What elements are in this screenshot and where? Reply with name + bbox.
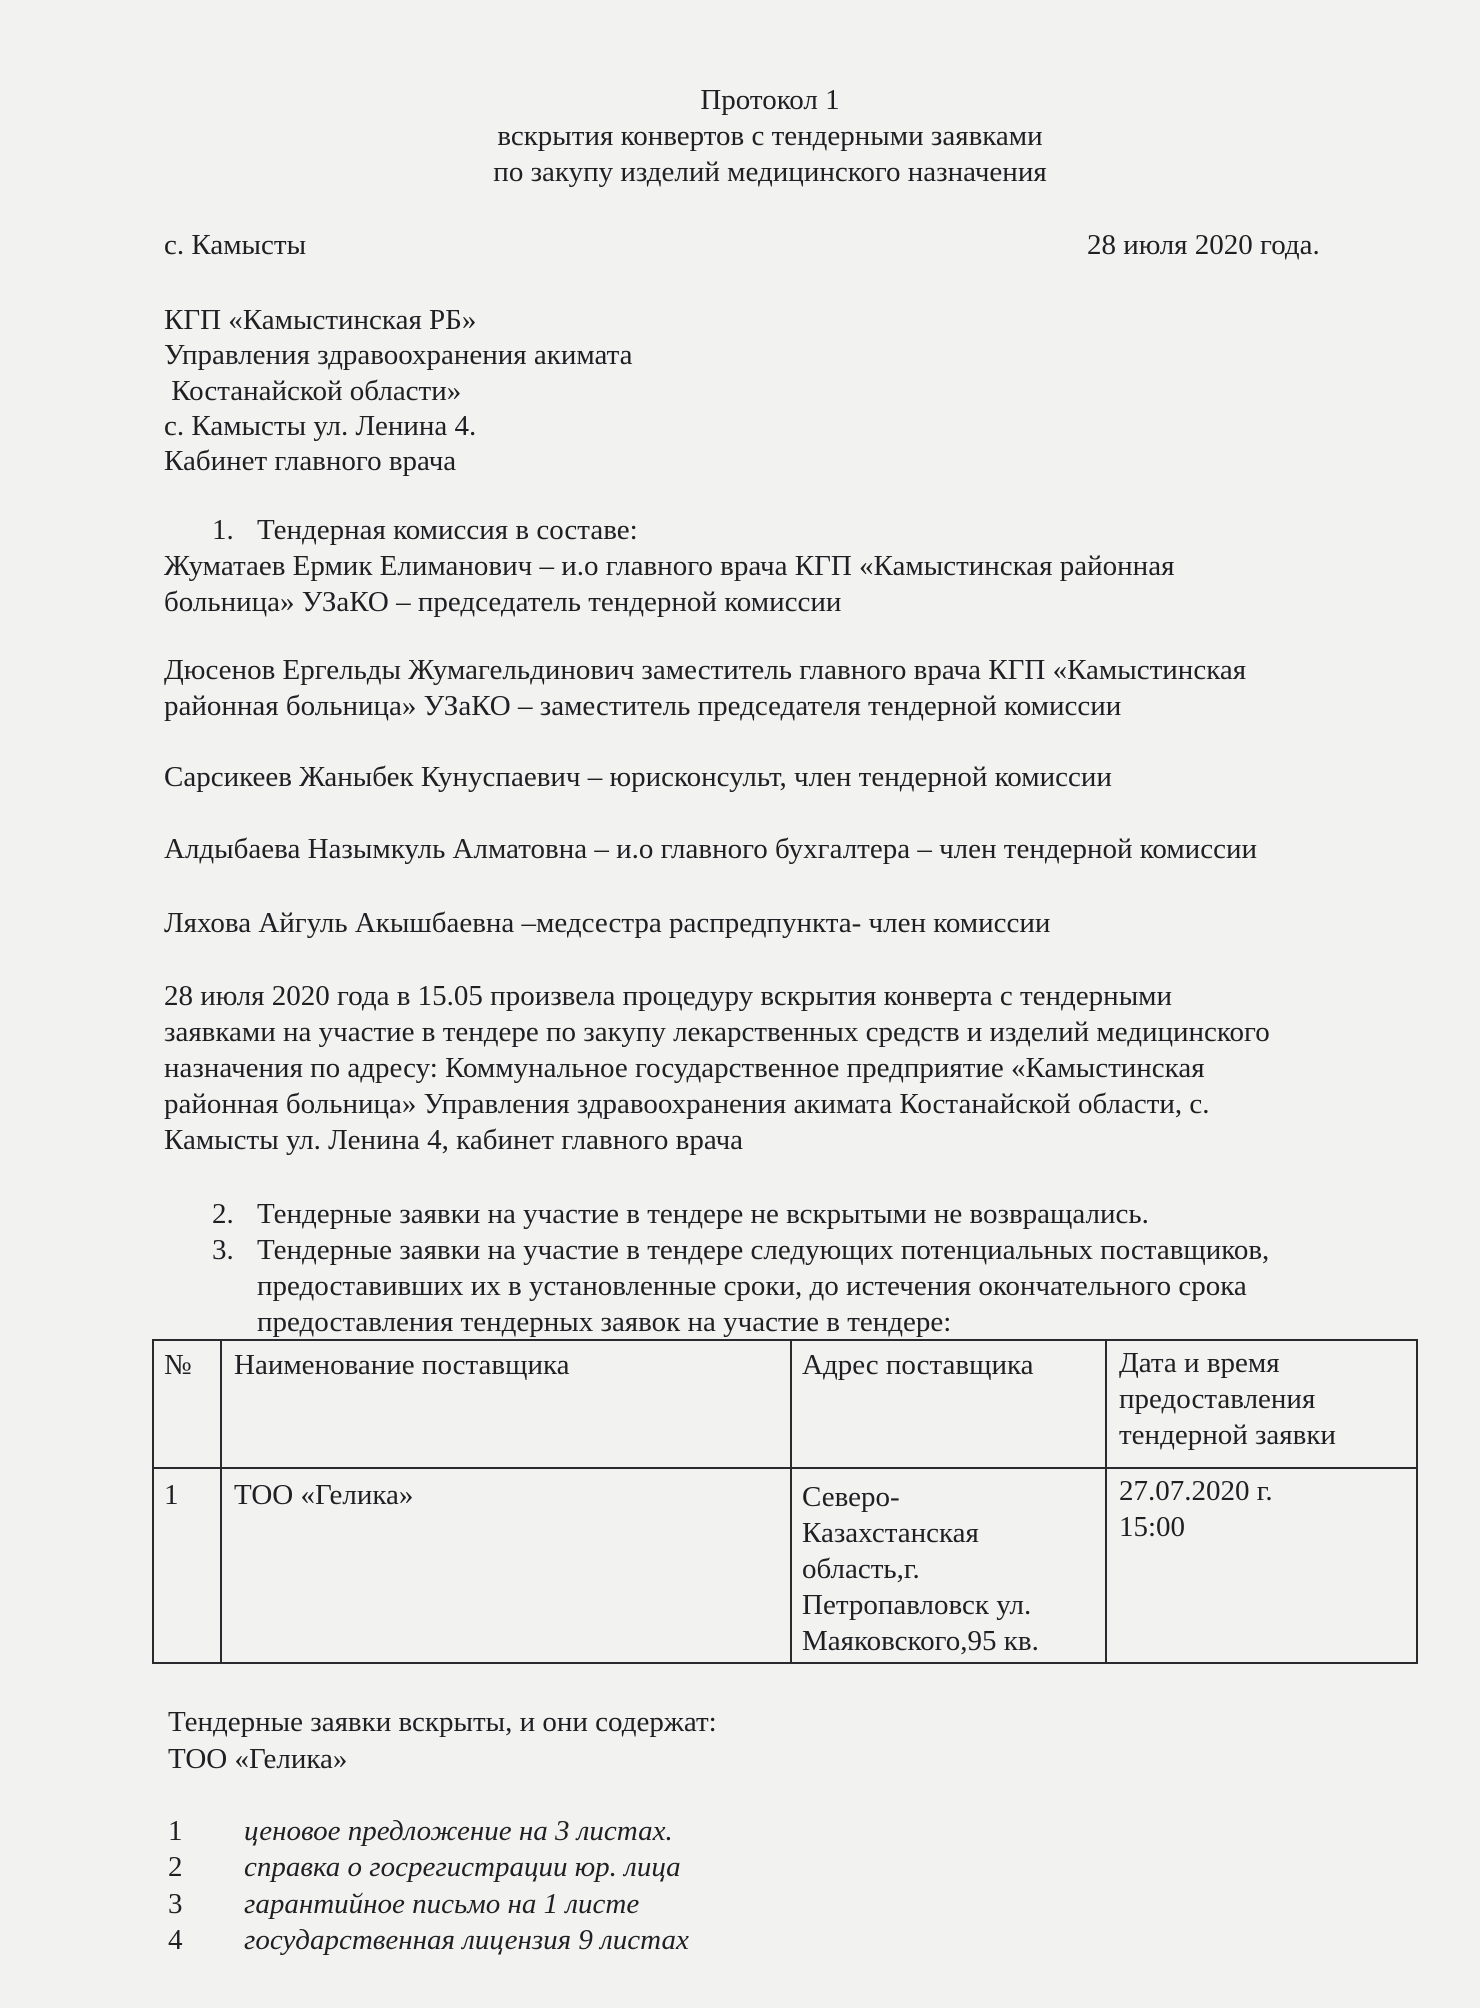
opened-heading: Тендерные заявки вскрыты, и они содержат:: [168, 1706, 717, 1738]
document-1-text: ценовое предложение на 3 листах.: [244, 1815, 673, 1847]
member-5: Ляхова Айгуль Акышбаевна –медсестра распредпункта- член комиссии: [164, 907, 1051, 939]
table-cell-address-line-5: Маяковского,95 кв.: [802, 1625, 1039, 1657]
procedure-line-4: районная больница» Управления здравоохранения акимата Костанайской области, с.: [164, 1088, 1210, 1120]
org-line-1: КГП «Камыстинская РБ»: [164, 304, 477, 336]
table-rule: [1105, 1339, 1107, 1664]
item-3-line-1: Тендерные заявки на участие в тендере следующих потенциальных поставщиков,: [257, 1234, 1270, 1266]
document-3-number: 3: [168, 1888, 183, 1920]
item-3-line-2: предоставивших их в установленные сроки, до истечения окончательного срока: [257, 1270, 1247, 1302]
table-header-number: №: [164, 1349, 192, 1381]
table-rule: [152, 1662, 1418, 1664]
table-cell-address-line-1: Северо-: [802, 1481, 900, 1513]
procedure-line-5: Камысты ул. Ленина 4, кабинет главного врача: [164, 1124, 744, 1156]
procedure-line-2: заявками на участие в тендере по закупу лекарственных средств и изделий медицинского: [164, 1016, 1270, 1048]
org-line-5: Кабинет главного врача: [164, 445, 457, 477]
suppliers-table: [152, 1339, 1418, 1664]
item-3-line-3: предоставления тендерных заявок на участие в тендере:: [257, 1306, 952, 1338]
doc-title: Протокол 1: [700, 84, 840, 116]
doc-subtitle-2: по закупу изделий медицинского назначения: [493, 156, 1047, 188]
member-2-line-1: Дюсенов Ергельды Жумагельдинович заместитель главного врача КГП «Камыстинская: [164, 654, 1247, 686]
table-rule: [152, 1339, 154, 1664]
member-3: Сарсикеев Жаныбек Кунуспаевич – юрисконсульт, член тендерной комиссии: [164, 761, 1112, 793]
document-4-number: 4: [168, 1924, 183, 1956]
member-4: Алдыбаева Назымкуль Алматовна – и.о главного бухгалтера – член тендерной комиссии: [164, 833, 1257, 865]
table-rule: [790, 1339, 792, 1664]
table-rule: [152, 1339, 1418, 1341]
table-cell-date-line-1: 27.07.2020 г.: [1119, 1475, 1273, 1507]
doc-subtitle-1: вскрытия конвертов с тендерными заявками: [497, 120, 1043, 152]
table-header-date-line-1: Дата и время: [1119, 1347, 1280, 1379]
table-rule: [152, 1467, 1418, 1469]
document-1-number: 1: [168, 1815, 183, 1847]
document-3-text: гарантийное письмо на 1 листе: [244, 1888, 640, 1920]
table-cell-number: 1: [164, 1479, 179, 1511]
item-2-text: Тендерные заявки на участие в тендере не вскрытыми не возвращались.: [257, 1198, 1149, 1230]
procedure-line-1: 28 июля 2020 года в 15.05 произвела процедуру вскрытия конверта с тендерными: [164, 980, 1173, 1012]
org-line-3: Костанайской области»: [164, 375, 462, 407]
table-cell-address-line-4: Петропавловск ул.: [802, 1589, 1032, 1621]
opened-supplier: ТОО «Гелика»: [168, 1743, 348, 1775]
document-2-number: 2: [168, 1851, 183, 1883]
procedure-line-3: назначения по адресу: Коммунальное государственное предприятие «Камыстинская: [164, 1052, 1205, 1084]
item-2-number: 2.: [212, 1198, 234, 1230]
table-cell-name: ТОО «Гелика»: [234, 1479, 414, 1511]
table-cell-address-line-3: область,г.: [802, 1553, 920, 1585]
table-header-name: Наименование поставщика: [234, 1349, 570, 1381]
member-2-line-2: районная больница» УЗаКО – заместитель председателя тендерной комиссии: [164, 690, 1122, 722]
section-1-heading: Тендерная комиссия в составе:: [257, 514, 638, 546]
table-header-date-line-2: предоставления: [1119, 1383, 1316, 1415]
section-1-number: 1.: [212, 514, 234, 546]
table-header-date-line-3: тендерной заявки: [1119, 1419, 1336, 1451]
table-rule: [220, 1339, 222, 1664]
member-1-line-1: Жуматаев Ермик Елиманович – и.о главного врача КГП «Камыстинская районная: [164, 550, 1175, 582]
table-cell-address-line-2: Казахстанская: [802, 1517, 979, 1549]
table-header-address: Адрес поставщика: [802, 1349, 1034, 1381]
table-rule: [1416, 1339, 1418, 1664]
doc-date: 28 июля 2020 года.: [1087, 229, 1320, 261]
org-line-4: с. Камысты ул. Ленина 4.: [164, 410, 477, 442]
table-cell-date-line-2: 15:00: [1119, 1511, 1186, 1543]
document-4-text: государственная лицензия 9 листах: [244, 1924, 689, 1956]
document-2-text: справка о госрегистрации юр. лица: [244, 1851, 681, 1883]
doc-place: с. Камысты: [164, 229, 307, 261]
item-3-number: 3.: [212, 1234, 234, 1266]
member-1-line-2: больница» УЗаКО – председатель тендерной комиссии: [164, 586, 842, 618]
org-line-2: Управления здравоохранения акимата: [164, 339, 633, 371]
